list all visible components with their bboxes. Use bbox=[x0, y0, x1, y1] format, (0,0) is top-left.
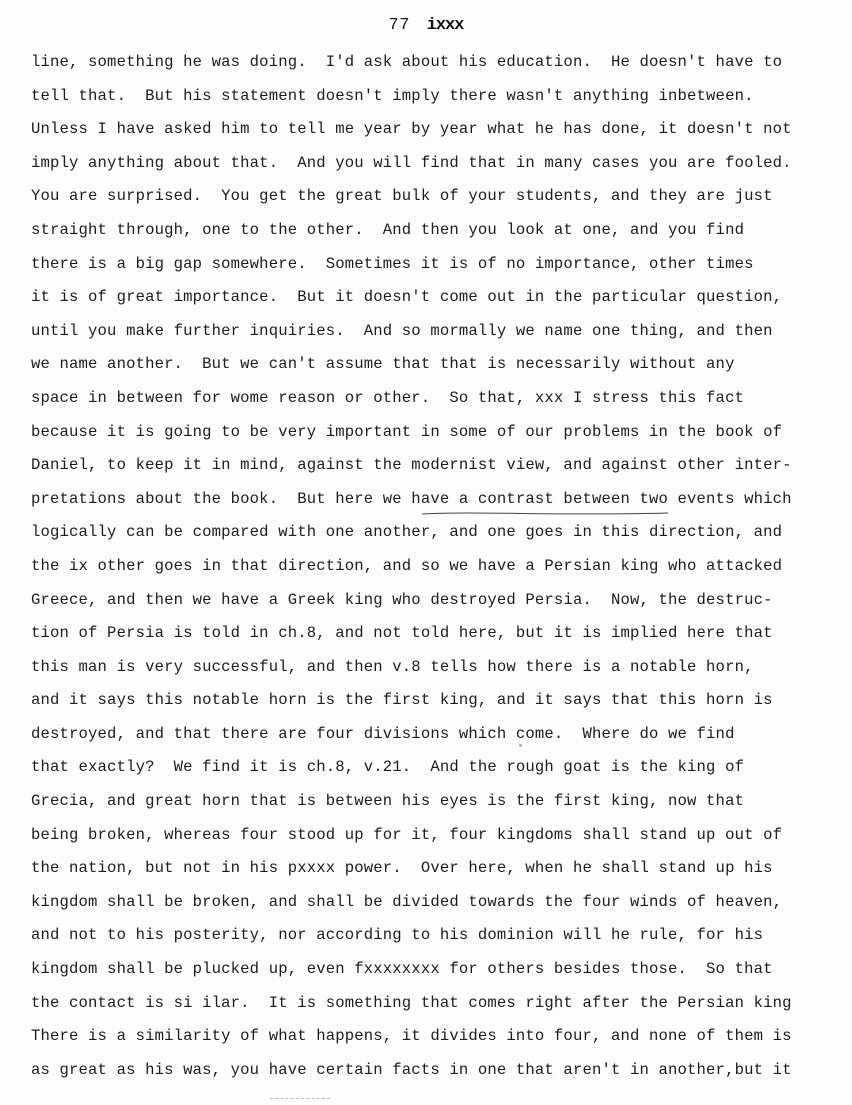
text-line: Daniel, to keep it in mind, against the modernist view, and against other inter- bbox=[31, 456, 792, 475]
text-line: the contact is si ilar. It is something that comes right after the Persian king bbox=[31, 993, 792, 1012]
ink-speck bbox=[519, 744, 522, 747]
text-line: Unless I have asked him to tell me year by year what he has done, it doesn't not bbox=[31, 120, 792, 139]
text-line: imply anything about that. And you will find that in many cases you are fooled. bbox=[31, 153, 792, 172]
text-line: and it says this notable horn is the first king, and it says that this horn is bbox=[31, 691, 773, 710]
text-line: space in between for wome reason or other. So that, xxx I stress this fact bbox=[31, 388, 745, 407]
text-line: that exactly? We find it is ch.8, v.21. And the rough goat is the king of bbox=[31, 758, 745, 777]
page-header bbox=[0, 16, 852, 35]
text-line: this man is very successful, and then v.8 tells how there is a notable horn, bbox=[31, 657, 754, 676]
text-line: Greece, and then we have a Greek king who destroyed Persia. Now, the destruc- bbox=[31, 590, 773, 609]
text-line: there is a big gap somewhere. Sometimes it is of no importance, other times bbox=[31, 254, 754, 273]
text-line: the ix other goes in that direction, and so we have a Persian king who attacked bbox=[31, 556, 783, 575]
text-line: being broken, whereas four stood up for it, four kingdoms shall stand up out of bbox=[31, 825, 783, 844]
text-line: because it is going to be very important in some of our problems in the book of bbox=[31, 422, 783, 441]
text-line: kingdom shall be broken, and shall be divided towards the four winds of heaven, bbox=[31, 892, 783, 911]
text-line: tell that. But his statement doesn't imply there wasn't anything inbetween. bbox=[31, 86, 754, 105]
typed-body-text bbox=[31, 52, 843, 1093]
text-line: straight through, one to the other. And then you look at one, and you find bbox=[31, 220, 745, 239]
text-line: the nation, but not in his pxxxx power. Over here, when he shall stand up his bbox=[31, 859, 773, 878]
text-line: as great as his was, you have certain facts in one that aren't in another,but it bbox=[31, 1060, 792, 1079]
text-line: we name another. But we can't assume that that is necessarily without any bbox=[31, 355, 735, 374]
overstruck-header-text: ixxx bbox=[426, 16, 464, 35]
text-line: kingdom shall be plucked up, even fxxxxxxxx for others besides those. So that bbox=[31, 960, 773, 979]
text-line: You are surprised. You get the great bulk of your students, and they are just bbox=[31, 187, 773, 206]
text-line: tion of Persia is told in ch.8, and not told here, but it is implied here that bbox=[31, 624, 773, 643]
text-line: pretations about the book. But here we have a contrast between two events which bbox=[31, 489, 792, 508]
text-line: There is a similarity of what happens, it divides into four, and none of them is bbox=[31, 1027, 792, 1046]
faint-bottom-marks bbox=[270, 1098, 330, 1103]
text-line: it is of great importance. But it doesn't come out in the particular question, bbox=[31, 288, 783, 307]
page-number: 77 bbox=[388, 16, 410, 35]
text-line: logically can be compared with one another, and one goes in this direction, and bbox=[31, 523, 783, 542]
text-line: destroyed, and that there are four divisions which come. Where do we find bbox=[31, 724, 735, 743]
text-line: and not to his posterity, nor according to his dominion will he rule, for his bbox=[31, 926, 764, 945]
text-line: until you make further inquiries. And so mormally we name one thing, and then bbox=[31, 321, 773, 340]
text-line: Grecia, and great horn that is between his eyes is the first king, now that bbox=[31, 792, 745, 811]
text-line: line, something he was doing. I'd ask about his education. He doesn't have to bbox=[31, 53, 783, 71]
